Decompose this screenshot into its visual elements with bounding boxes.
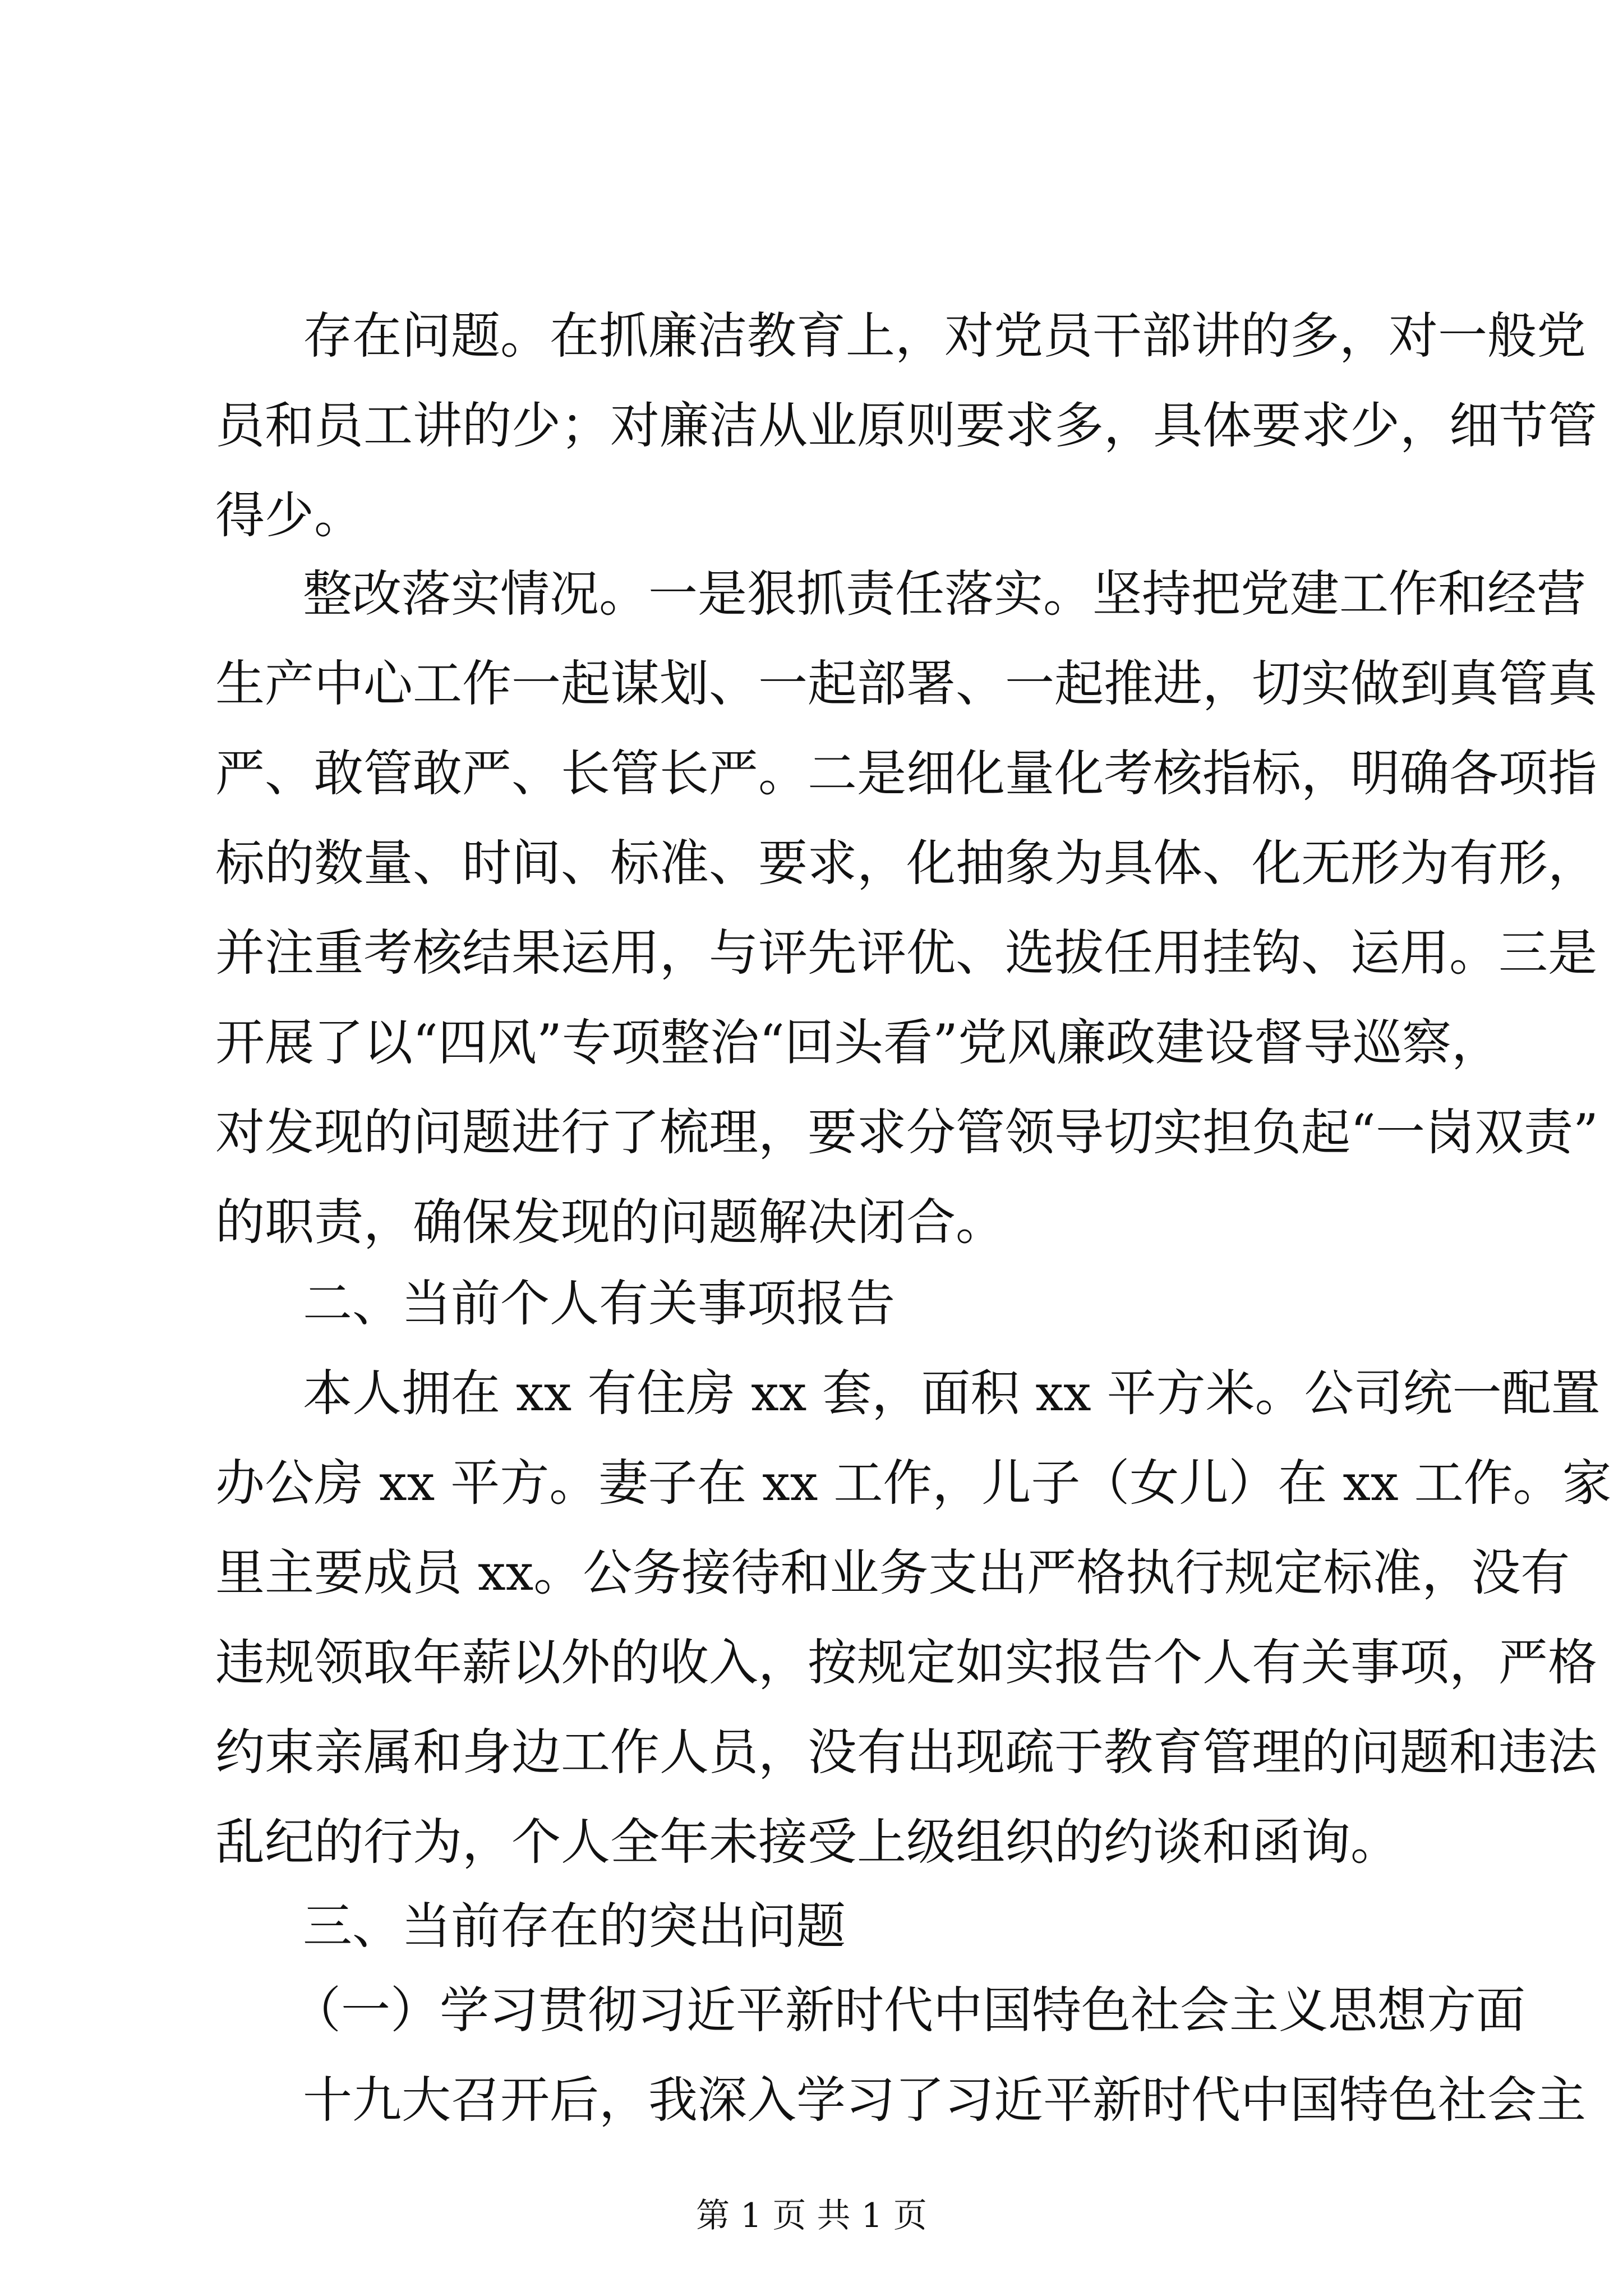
text-line: 并注重考核结果运用，与评先评优、选拔任用挂钩、运用。三是 xyxy=(215,924,1598,982)
text-line: 标的数量、时间、标准、要求，化抽象为具体、化无形为有形， xyxy=(215,834,1598,892)
page-number-footer: 第 1 页 共 1 页 xyxy=(696,2196,927,2235)
text-line: 里主要成员 xx。公务接待和业务支出严格执行规定标准，没有 xyxy=(215,1544,1570,1602)
text-line: 得少。 xyxy=(215,486,364,544)
subsection-heading: （一）学习贯彻习近平新时代中国特色社会主义思想方面 xyxy=(292,1981,1526,2039)
text-line: 十九大召开后，我深入学习了习近平新时代中国特色社会主 xyxy=(303,2071,1587,2129)
text-line: 生产中心工作一起谋划、一起部署、一起推进，切实做到真管真 xyxy=(215,655,1598,712)
text-line: 对发现的问题进行了梳理，要求分管领导切实担负起“一岗双责” xyxy=(215,1103,1598,1161)
text-line: 本人拥在 xx 有住房 xx 套，面积 xx 平方米。公司统一配置 xyxy=(303,1364,1601,1422)
text-line: 开展了以“四风”专项整治“回头看”党风廉政建设督导巡察， xyxy=(215,1014,1501,1071)
text-line: 约束亲属和身边工作人员，没有出现疏于教育管理的问题和违法 xyxy=(215,1723,1598,1781)
text-line: 办公房 xx 平方。妻子在 xx 工作，儿子（女儿）在 xx 工作。家 xyxy=(215,1454,1612,1512)
text-line: 违规领取年薪以外的收入，按规定如实报告个人有关事项，严格 xyxy=(215,1634,1598,1691)
text-line: 的职责，确保发现的问题解决闭合。 xyxy=(215,1193,1006,1251)
text-line: 严、敢管敢严、长管长严。二是细化量化考核指标，明确各项指 xyxy=(215,744,1598,802)
section-heading: 三、当前存在的突出问题 xyxy=(303,1897,846,1955)
text-line: 乱纪的行为，个人全年未接受上级组织的约谈和函询。 xyxy=(215,1813,1400,1871)
text-line: 员和员工讲的少；对廉洁从业原则要求多，具体要求少，细节管 xyxy=(215,397,1598,454)
section-heading: 二、当前个人有关事项报告 xyxy=(303,1274,896,1332)
text-line: 整改落实情况。一是狠抓责任落实。坚持把党建工作和经营 xyxy=(303,565,1587,623)
text-line: 存在问题。在抓廉洁教育上，对党员干部讲的多，对一般党 xyxy=(303,307,1587,365)
